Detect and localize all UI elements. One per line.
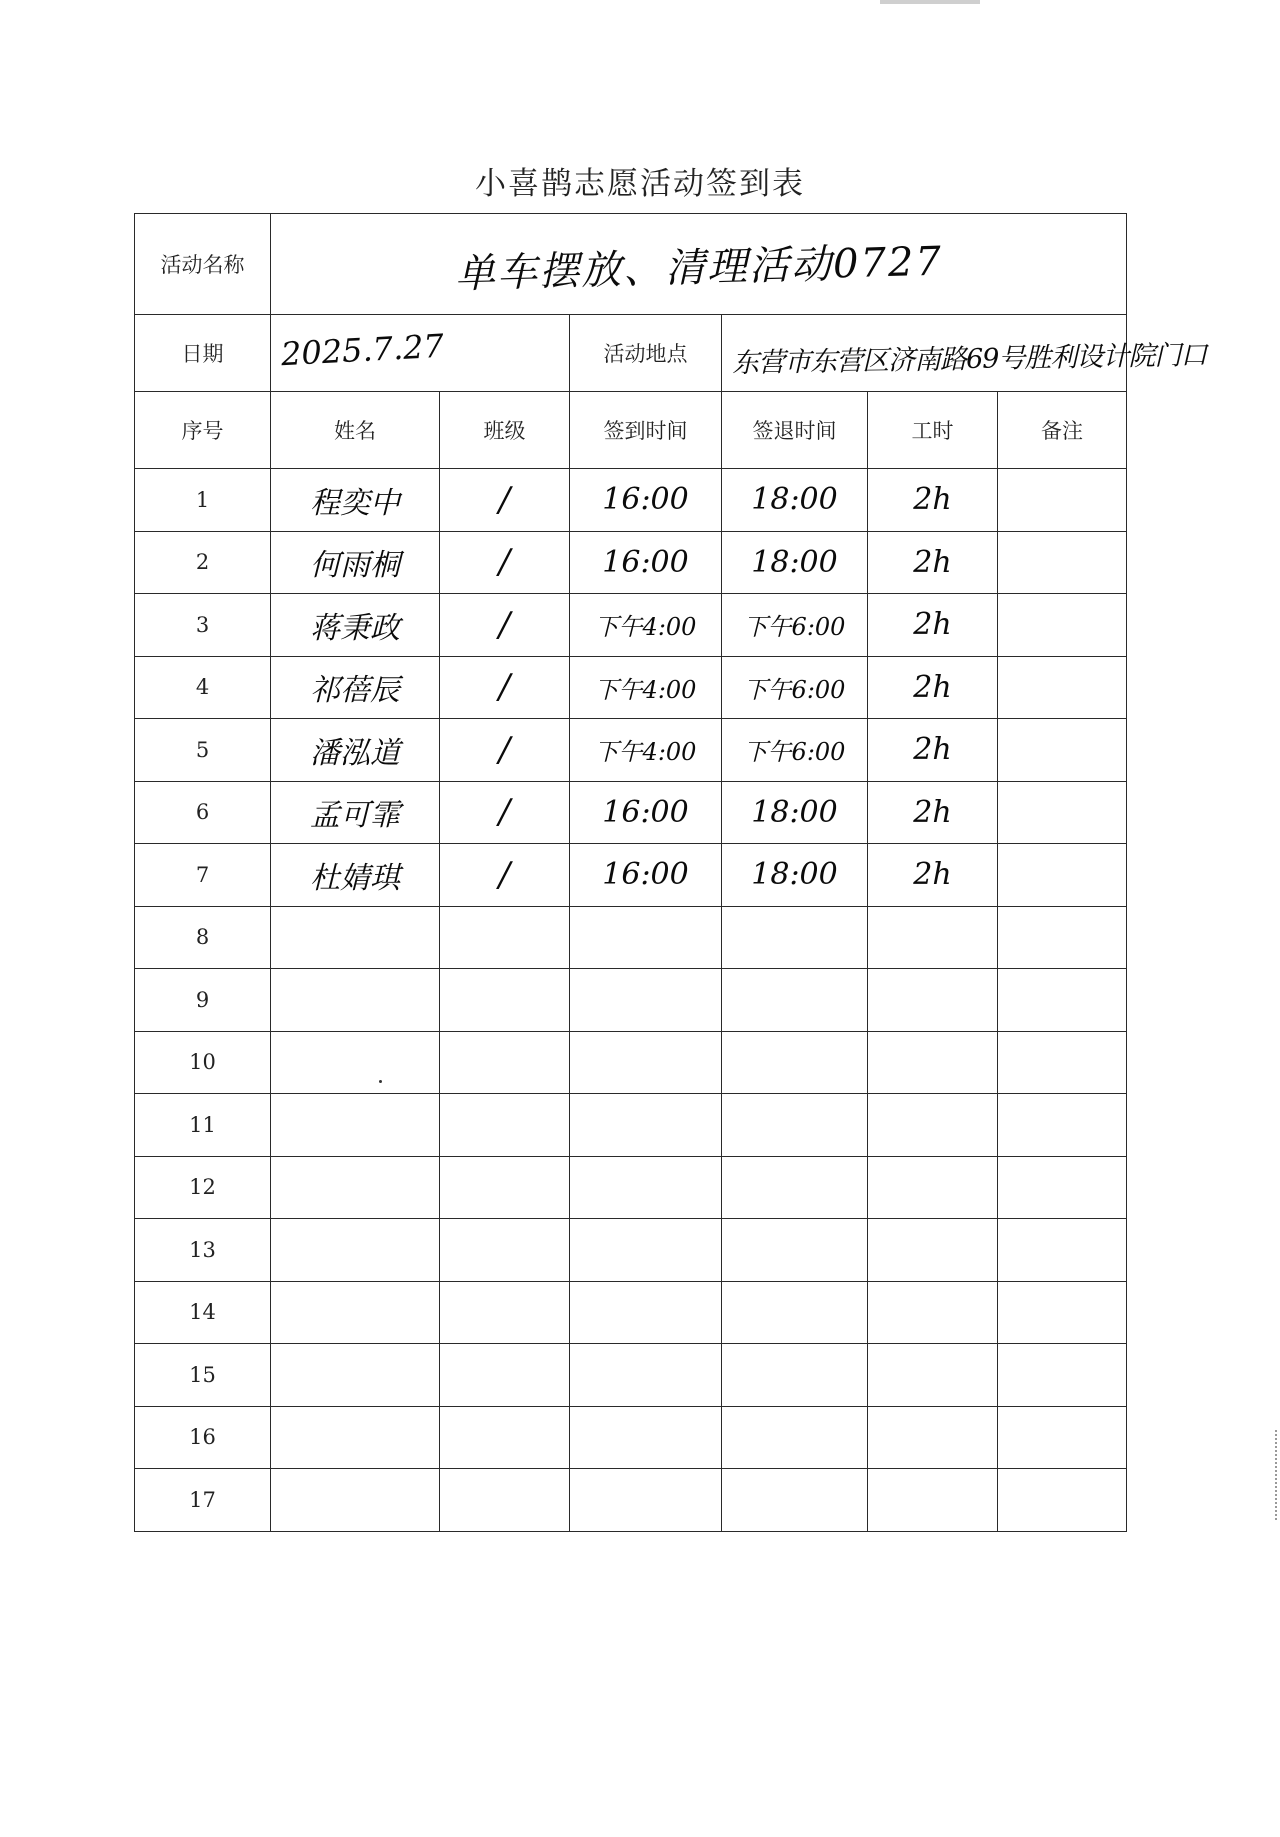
volunteer-name: 杜婧琪 xyxy=(310,860,400,896)
volunteer-name-cell xyxy=(271,719,440,782)
work-hours: 2h xyxy=(913,482,952,518)
sign-in-time-cell xyxy=(570,1469,722,1532)
sign-out-time-cell xyxy=(722,1281,868,1344)
sign-out-time-cell xyxy=(722,1031,868,1094)
form-title: 小喜鹊志愿活动签到表 xyxy=(475,166,805,202)
note-value-cell xyxy=(998,1094,1127,1157)
stray-ink-dot xyxy=(379,1080,382,1083)
row-number-cell xyxy=(135,531,271,594)
sign-out-time-cell xyxy=(722,844,868,907)
volunteer-name-cell xyxy=(271,1156,440,1219)
class-value: / xyxy=(498,729,511,770)
work-hours: 2h xyxy=(913,794,952,830)
row-number-cell xyxy=(135,656,271,719)
location-label: 活动地点 xyxy=(570,315,722,392)
sign-in-time-cell xyxy=(570,1219,722,1282)
note-value-cell xyxy=(998,969,1127,1032)
location-cell xyxy=(722,315,1207,392)
class-value-cell xyxy=(440,1281,570,1344)
sign-out-time: 下午6:00 xyxy=(743,675,846,704)
row-number-cell xyxy=(135,719,271,782)
class-value-cell xyxy=(440,969,570,1032)
sign-out-time-cell xyxy=(722,531,868,594)
volunteer-name: 潘泓道 xyxy=(310,735,400,771)
sign-in-time-cell xyxy=(570,969,722,1032)
row-number: 14 xyxy=(189,1300,216,1325)
table-row xyxy=(135,531,1127,594)
class-value-cell xyxy=(440,531,570,594)
work-hours-cell xyxy=(868,1406,998,1469)
sign-out-time-cell xyxy=(722,1344,868,1407)
work-hours: 2h xyxy=(913,669,952,705)
sign-in-time-cell xyxy=(570,1406,722,1469)
note-value-cell xyxy=(998,1344,1127,1407)
table-row xyxy=(135,906,1127,969)
header-name: 姓名 xyxy=(271,392,440,469)
note-value-cell xyxy=(998,1031,1127,1094)
note-value-cell xyxy=(998,1469,1127,1532)
row-number: 17 xyxy=(189,1487,216,1512)
table-row xyxy=(135,1406,1127,1469)
note-value-cell xyxy=(998,594,1127,657)
work-hours-cell xyxy=(868,1469,998,1532)
volunteer-name-cell xyxy=(271,1031,440,1094)
note-value-cell xyxy=(998,1281,1127,1344)
volunteer-name: 何雨桐 xyxy=(310,548,400,584)
activity-name-label: 活动名称 xyxy=(135,214,271,315)
class-value-cell xyxy=(440,844,570,907)
header-note: 备注 xyxy=(998,392,1127,469)
row-number: 2 xyxy=(195,550,210,575)
class-value-cell xyxy=(440,1406,570,1469)
sign-in-time-cell xyxy=(570,719,722,782)
header-class: 班级 xyxy=(440,392,570,469)
note-value-cell xyxy=(998,719,1127,782)
class-value: / xyxy=(498,854,511,895)
table-row xyxy=(135,1031,1127,1094)
sign-out-time-cell xyxy=(722,469,868,532)
note-value-cell xyxy=(998,469,1127,532)
work-hours: 2h xyxy=(913,544,952,580)
sign-in-table xyxy=(134,213,1207,1532)
header-sign-in-time: 签到时间 xyxy=(570,392,722,469)
sign-in-time-cell xyxy=(570,1031,722,1094)
work-hours: 2h xyxy=(913,732,952,768)
note-value-cell xyxy=(998,906,1127,969)
note-value-cell xyxy=(998,844,1127,907)
volunteer-name-cell xyxy=(271,1344,440,1407)
work-hours-cell xyxy=(868,719,998,782)
note-value-cell xyxy=(998,1156,1127,1219)
sign-in-time: 下午4:00 xyxy=(594,675,697,704)
table-row xyxy=(135,969,1127,1032)
sign-out-time-cell xyxy=(722,906,868,969)
sign-in-sheet xyxy=(134,213,1207,1538)
row-number: 16 xyxy=(189,1425,216,1450)
note-value-cell xyxy=(998,531,1127,594)
sign-in-time-cell xyxy=(570,781,722,844)
sign-out-time-cell xyxy=(722,1469,868,1532)
work-hours-cell xyxy=(868,531,998,594)
row-number: 13 xyxy=(189,1237,216,1262)
header-no: 序号 xyxy=(135,392,271,469)
row-number: 9 xyxy=(195,987,210,1012)
sign-in-time-cell xyxy=(570,656,722,719)
sign-in-time: 16:00 xyxy=(602,794,689,830)
row-number-cell xyxy=(135,594,271,657)
volunteer-name-cell xyxy=(271,531,440,594)
sign-in-time: 16:00 xyxy=(602,857,689,893)
class-value-cell xyxy=(440,656,570,719)
row-number: 6 xyxy=(195,800,210,825)
class-value-cell xyxy=(440,1094,570,1157)
sign-out-time-cell xyxy=(722,1094,868,1157)
sign-in-time: 16:00 xyxy=(602,544,689,580)
table-row xyxy=(135,1156,1127,1219)
class-value-cell xyxy=(440,1219,570,1282)
location-value: 东营市东营区济南路69号胜利设计院门口 xyxy=(731,339,1207,380)
volunteer-name-cell xyxy=(271,469,440,532)
class-value-cell xyxy=(440,1156,570,1219)
sign-out-time-cell xyxy=(722,1156,868,1219)
table-row xyxy=(135,781,1127,844)
sign-out-time: 18:00 xyxy=(751,482,838,518)
scan-edge-mark xyxy=(880,0,980,4)
work-hours: 2h xyxy=(913,857,952,893)
work-hours-cell xyxy=(868,781,998,844)
header-row xyxy=(135,392,1127,469)
row-number: 5 xyxy=(195,737,210,762)
row-number-cell xyxy=(135,1344,271,1407)
volunteer-name-cell xyxy=(271,969,440,1032)
sign-out-time: 18:00 xyxy=(751,794,838,830)
sign-in-time-cell xyxy=(570,1281,722,1344)
work-hours-cell xyxy=(868,594,998,657)
sign-in-time-cell xyxy=(570,844,722,907)
row-number: 12 xyxy=(189,1175,216,1200)
table-row xyxy=(135,1281,1127,1344)
sign-out-time-cell xyxy=(722,781,868,844)
volunteer-name-cell xyxy=(271,594,440,657)
row-number: 1 xyxy=(195,487,210,512)
class-value-cell xyxy=(440,906,570,969)
work-hours-cell xyxy=(868,1156,998,1219)
sign-out-time: 下午6:00 xyxy=(743,738,846,767)
row-number-cell xyxy=(135,1156,271,1219)
work-hours: 2h xyxy=(913,607,952,643)
row-number-cell xyxy=(135,1094,271,1157)
row-number: 15 xyxy=(189,1362,216,1387)
table-row xyxy=(135,1094,1127,1157)
date-cell xyxy=(271,315,570,392)
work-hours-cell xyxy=(868,906,998,969)
note-value-cell xyxy=(998,1219,1127,1282)
volunteer-name: 孟可霏 xyxy=(310,798,400,834)
sign-out-time-cell xyxy=(722,1219,868,1282)
sign-in-time-cell xyxy=(570,1344,722,1407)
row-number: 4 xyxy=(195,675,210,700)
table-row xyxy=(135,719,1127,782)
row-number: 11 xyxy=(189,1112,216,1137)
table-row xyxy=(135,656,1127,719)
date-label: 日期 xyxy=(135,315,271,392)
work-hours-cell xyxy=(868,969,998,1032)
row-number: 10 xyxy=(189,1050,216,1075)
row-number-cell xyxy=(135,781,271,844)
table-row xyxy=(135,844,1127,907)
date-location-row xyxy=(135,315,1127,392)
volunteer-name-cell xyxy=(271,1219,440,1282)
sign-in-time-cell xyxy=(570,1156,722,1219)
volunteer-name-cell xyxy=(271,906,440,969)
activity-name-cell xyxy=(271,214,1127,315)
class-value-cell xyxy=(440,719,570,782)
work-hours-cell xyxy=(868,1031,998,1094)
volunteer-name-cell xyxy=(271,1469,440,1532)
row-number-cell xyxy=(135,1406,271,1469)
sign-out-time-cell xyxy=(722,594,868,657)
row-number-cell xyxy=(135,1281,271,1344)
sign-out-time: 18:00 xyxy=(751,544,838,580)
class-value: / xyxy=(498,479,511,520)
row-number-cell xyxy=(135,906,271,969)
row-number-cell xyxy=(135,844,271,907)
volunteer-name-cell xyxy=(271,844,440,907)
class-value-cell xyxy=(440,781,570,844)
activity-name-value: 单车摆放、清理活动0727 xyxy=(454,238,944,297)
sign-in-time: 下午4:00 xyxy=(594,738,697,767)
class-value: / xyxy=(498,542,511,583)
row-number-cell xyxy=(135,1031,271,1094)
volunteer-name-cell xyxy=(271,781,440,844)
class-value-cell xyxy=(440,469,570,532)
class-value-cell xyxy=(440,1344,570,1407)
table-row xyxy=(135,1219,1127,1282)
class-value-cell xyxy=(440,1469,570,1532)
sign-out-time: 18:00 xyxy=(751,857,838,893)
work-hours-cell xyxy=(868,1094,998,1157)
volunteer-name: 程奕中 xyxy=(310,485,400,521)
header-sign-out-time: 签退时间 xyxy=(722,392,868,469)
sign-out-time-cell xyxy=(722,969,868,1032)
row-number-cell xyxy=(135,1469,271,1532)
sign-out-time: 下午6:00 xyxy=(743,613,846,642)
row-number-cell xyxy=(135,1219,271,1282)
sign-in-time-cell xyxy=(570,531,722,594)
class-value: / xyxy=(498,604,511,645)
sign-out-time-cell xyxy=(722,1406,868,1469)
class-value: / xyxy=(498,667,511,708)
volunteer-name-cell xyxy=(271,1094,440,1157)
sign-in-time-cell xyxy=(570,469,722,532)
volunteer-name: 祁蓓辰 xyxy=(310,673,400,709)
row-number-cell xyxy=(135,469,271,532)
work-hours-cell xyxy=(868,1281,998,1344)
scan-edge-specks xyxy=(1275,1430,1279,1520)
sign-in-time-cell xyxy=(570,1094,722,1157)
volunteer-name-cell xyxy=(271,1406,440,1469)
sign-out-time-cell xyxy=(722,719,868,782)
note-value-cell xyxy=(998,656,1127,719)
row-number: 7 xyxy=(195,862,210,887)
sign-in-time-cell xyxy=(570,594,722,657)
activity-name-row xyxy=(135,214,1127,315)
table-row xyxy=(135,1344,1127,1407)
work-hours-cell xyxy=(868,844,998,907)
class-value-cell xyxy=(440,594,570,657)
work-hours-cell xyxy=(868,469,998,532)
note-value-cell xyxy=(998,781,1127,844)
sign-in-time: 16:00 xyxy=(602,482,689,518)
sign-in-time-cell xyxy=(570,906,722,969)
table-row xyxy=(135,1469,1127,1532)
work-hours-cell xyxy=(868,1219,998,1282)
volunteer-name: 蒋秉政 xyxy=(310,610,400,646)
header-hours: 工时 xyxy=(868,392,998,469)
volunteer-name-cell xyxy=(271,656,440,719)
class-value-cell xyxy=(440,1031,570,1094)
table-row xyxy=(135,594,1127,657)
work-hours-cell xyxy=(868,656,998,719)
table-row xyxy=(135,469,1127,532)
volunteer-name-cell xyxy=(271,1281,440,1344)
date-value: 2025.7.27 xyxy=(280,326,445,374)
work-hours-cell xyxy=(868,1344,998,1407)
row-number: 8 xyxy=(195,925,210,950)
sign-out-time-cell xyxy=(722,656,868,719)
note-value-cell xyxy=(998,1406,1127,1469)
row-number-cell xyxy=(135,969,271,1032)
row-number: 3 xyxy=(195,612,210,637)
sign-in-time: 下午4:00 xyxy=(594,613,697,642)
class-value: / xyxy=(498,792,511,833)
